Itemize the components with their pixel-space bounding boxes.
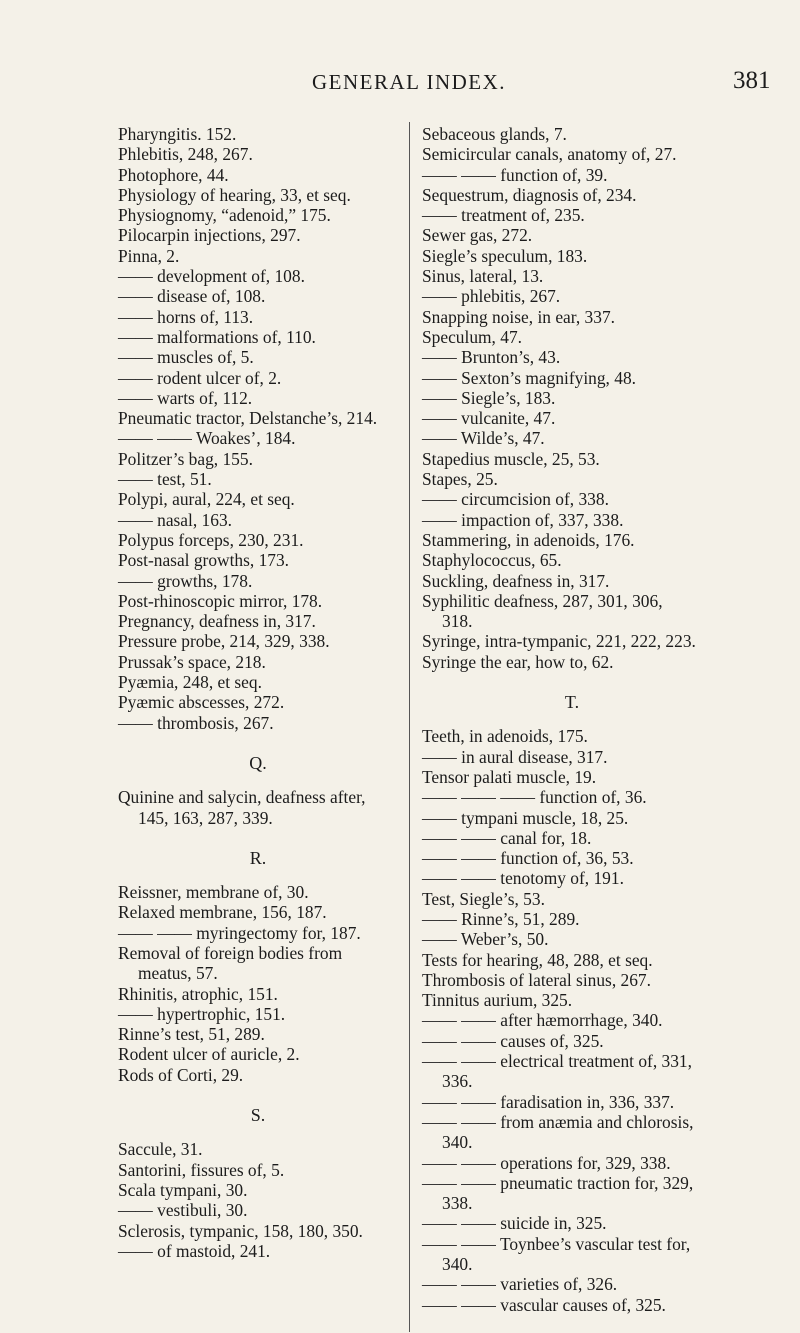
index-entry: —— warts of, 112. <box>118 387 253 408</box>
index-entry: Pressure probe, 214, 329, 338. <box>118 631 330 652</box>
index-entry: Sewer gas, 272. <box>422 225 533 246</box>
index-entry: Speculum, 47. <box>422 326 522 347</box>
index-entry: Physiognomy, “adenoid,” 175. <box>118 205 331 226</box>
index-entry: Semicircular canals, anatomy of, 27. <box>422 144 677 165</box>
index-entry: —— —— operations for, 329, 338. <box>422 1152 671 1173</box>
index-entry: Pregnancy, deafness in, 317. <box>118 611 316 632</box>
index-entry: —— thrombosis, 267. <box>118 712 274 733</box>
index-entry: Sinus, lateral, 13. <box>422 266 544 287</box>
index-entry: Tinnitus aurium, 325. <box>422 990 573 1011</box>
t-entries <box>422 726 722 1315</box>
index-entry: 336. <box>442 1071 473 1092</box>
index-entry: —— Siegle’s, 183. <box>422 387 556 408</box>
index-entry: —— —— after hæmorrhage, 340. <box>422 1010 663 1031</box>
index-entry: —— Brunton’s, 43. <box>422 347 561 368</box>
index-entry: —— —— canal for, 18. <box>422 827 592 848</box>
index-entry: —— Rinne’s, 51, 289. <box>422 908 580 929</box>
index-entry: —— in aural disease, 317. <box>422 746 608 767</box>
index-entry: Reissner, membrane of, 30. <box>118 882 309 903</box>
index-entry: Quinine and salycin, deafness after, <box>118 787 366 808</box>
index-entry: —— nasal, 163. <box>118 509 232 530</box>
section-heading-q: Q. <box>249 752 267 773</box>
index-entry: —— development of, 108. <box>118 266 305 287</box>
index-entry: Syringe the ear, how to, 62. <box>422 651 614 672</box>
index-entry: Test, Siegle’s, 53. <box>422 888 545 909</box>
right-column <box>422 124 722 1315</box>
index-entry: Sebaceous glands, 7. <box>422 124 567 144</box>
index-entry: Saccule, 31. <box>118 1139 203 1160</box>
index-entry: Rodent ulcer of auricle, 2. <box>118 1044 300 1065</box>
index-entry: Photophore, 44. <box>118 164 229 185</box>
index-entry: —— Sexton’s magnifying, 48. <box>422 367 636 388</box>
index-entry: —— rodent ulcer of, 2. <box>118 367 282 388</box>
index-entry: —— Wilde’s, 47. <box>422 428 545 449</box>
index-entry: —— muscles of, 5. <box>118 347 254 368</box>
index-entry: Prussak’s space, 218. <box>118 651 266 672</box>
index-entry: Scala tympani, 30. <box>118 1179 248 1200</box>
running-title: GENERAL INDEX. <box>312 70 507 94</box>
index-entry: Pyæmia, 248, et seq. <box>118 672 262 693</box>
index-entry: —— Weber’s, 50. <box>422 929 549 950</box>
index-entry: Polypi, aural, 224, et seq. <box>118 489 295 510</box>
index-entry: Thrombosis of lateral sinus, 267. <box>422 969 651 990</box>
index-entry: —— phlebitis, 267. <box>422 286 561 307</box>
p-entries <box>118 124 398 733</box>
index-entry: —— tympani muscle, 18, 25. <box>422 807 629 828</box>
index-entry: —— —— causes of, 325. <box>422 1030 604 1051</box>
index-entry: Politzer’s bag, 155. <box>118 448 253 469</box>
index-entry: Sequestrum, diagnosis of, 234. <box>422 184 637 205</box>
index-entry: Pneumatic tractor, Delstanche’s, 214. <box>118 408 378 429</box>
index-entry: —— —— Toynbee’s vascular test for, <box>422 1233 691 1254</box>
q-entries <box>118 787 398 828</box>
index-entry: Syphilitic deafness, 287, 301, 306, <box>422 590 663 611</box>
index-entry: Snapping noise, in ear, 337. <box>422 306 615 327</box>
index-entry: Stammering, in adenoids, 176. <box>422 529 635 550</box>
index-entry: —— —— —— function of, 36. <box>422 787 647 808</box>
index-entry: Staphylococcus, 65. <box>422 550 562 571</box>
index-entry: —— disease of, 108. <box>118 286 266 307</box>
index-entry: Physiology of hearing, 33, et seq. <box>118 184 351 205</box>
index-entry: —— —— pneumatic traction for, 329, <box>422 1172 694 1193</box>
index-entry: —— test, 51. <box>118 469 212 490</box>
index-entry: Rods of Corti, 29. <box>118 1064 244 1085</box>
index-entry: —— —— vascular causes of, 325. <box>422 1294 666 1315</box>
index-entry: —— hypertrophic, 151. <box>118 1003 286 1024</box>
index-entry: —— vestibuli, 30. <box>118 1200 248 1221</box>
section-heading-t: T. <box>564 692 580 713</box>
index-entry: Pinna, 2. <box>118 245 180 266</box>
index-entry: —— —— from anæmia and chlorosis, <box>422 1111 694 1132</box>
index-entry: Phlebitis, 248, 267. <box>118 144 253 165</box>
index-entry: Stapedius muscle, 25, 53. <box>422 448 600 469</box>
index-entry: 340. <box>442 1132 473 1153</box>
index-entry: —— —— faradisation in, 336, 337. <box>422 1091 675 1112</box>
column-divider <box>409 122 410 1332</box>
index-entry: —— —— varieties of, 326. <box>422 1274 618 1295</box>
index-entry: —— growths, 178. <box>118 570 253 591</box>
index-entry: —— of mastoid, 241. <box>118 1240 271 1261</box>
s-entries-left <box>118 1139 398 1261</box>
index-entry: —— —— myringectomy for, 187. <box>118 922 361 943</box>
index-entry: Syringe, intra-tympanic, 221, 222, 223. <box>422 631 696 652</box>
index-entry: —— malformations of, 110. <box>118 326 316 347</box>
index-entry: 318. <box>442 611 473 632</box>
index-entry: Relaxed membrane, 156, 187. <box>118 902 327 923</box>
index-entry: meatus, 57. <box>138 963 218 984</box>
index-entry: —— circumcision of, 338. <box>422 489 609 510</box>
page-header <box>0 67 800 110</box>
index-entry: —— —— tenotomy of, 191. <box>422 868 624 889</box>
index-entry: 340. <box>442 1254 473 1275</box>
index-entry: Suckling, deafness in, 317. <box>422 570 610 591</box>
left-column <box>118 124 398 1261</box>
index-entry: Rhinitis, atrophic, 151. <box>118 983 278 1004</box>
r-entries <box>118 882 398 1085</box>
s-entries-right <box>422 124 722 672</box>
index-entry: Teeth, in adenoids, 175. <box>422 726 588 747</box>
index-entry: —— horns of, 113. <box>118 306 254 327</box>
index-entry: Tensor palati muscle, 19. <box>422 766 597 787</box>
index-entry: —— treatment of, 235. <box>422 205 585 226</box>
index-entry: Sclerosis, tympanic, 158, 180, 350. <box>118 1220 363 1241</box>
index-entry: —— —— Woakes’, 184. <box>118 428 296 449</box>
index-entry: Rinne’s test, 51, 289. <box>118 1024 265 1045</box>
index-entry: —— —— suicide in, 325. <box>422 1213 607 1234</box>
index-entry: —— —— electrical treatment of, 331, <box>422 1051 692 1072</box>
page-number: 381 <box>733 67 771 94</box>
section-heading-r: R. <box>249 847 267 868</box>
index-entry: —— —— function of, 39. <box>422 164 608 185</box>
index-entry: Post-nasal growths, 173. <box>118 550 290 571</box>
index-entry: —— impaction of, 337, 338. <box>422 509 624 530</box>
index-entry: Post-rhinoscopic mirror, 178. <box>118 590 323 611</box>
index-entry: Polypus forceps, 230, 231. <box>118 529 304 550</box>
index-entry: —— —— function of, 36, 53. <box>422 848 634 869</box>
index-entry: Pharyngitis. 152. <box>118 124 237 144</box>
index-entry: 338. <box>442 1193 473 1214</box>
index-entry: Removal of foreign bodies from <box>118 942 343 963</box>
section-heading-s: S. <box>250 1105 266 1126</box>
index-entry: Santorini, fissures of, 5. <box>118 1159 285 1180</box>
index-entry: 145, 163, 287, 339. <box>138 807 273 828</box>
index-entry: —— vulcanite, 47. <box>422 408 556 429</box>
index-entry: Siegle’s speculum, 183. <box>422 245 588 266</box>
index-entry: Tests for hearing, 48, 288, et seq. <box>422 949 653 970</box>
index-entry: Stapes, 25. <box>422 469 498 490</box>
index-entry: Pilocarpin injections, 297. <box>118 225 301 246</box>
index-entry: Pyæmic abscesses, 272. <box>118 692 285 713</box>
